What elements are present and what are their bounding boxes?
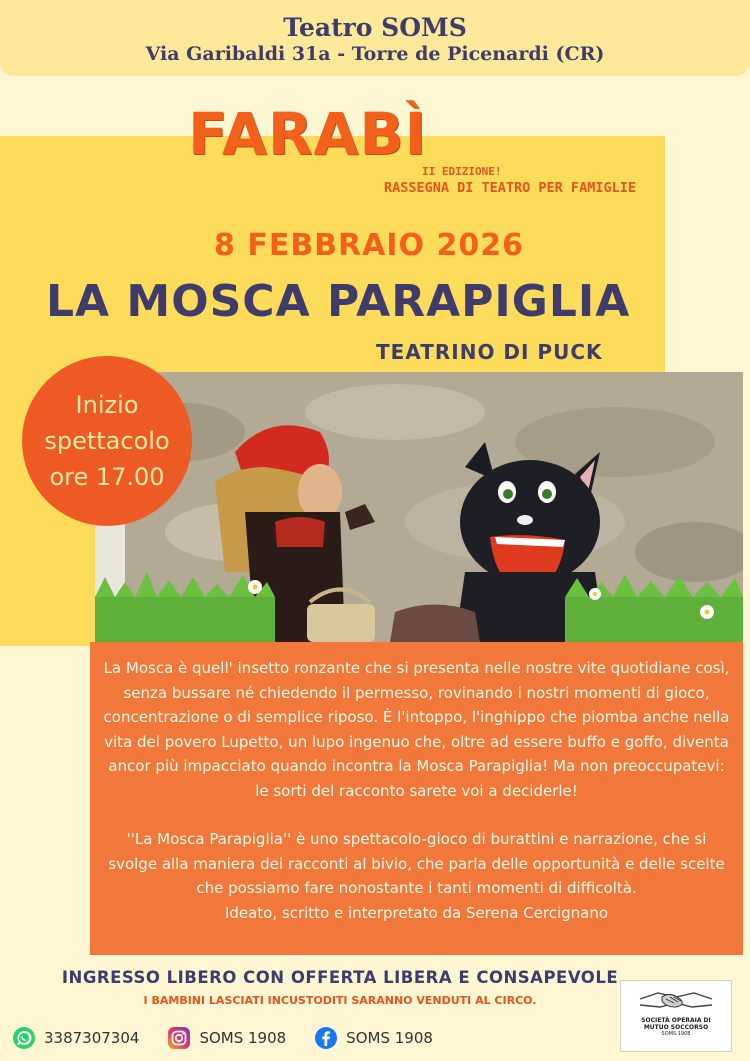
description-paragraph-1: La Mosca è quell' insetto ronzante che si presenta nelle nostre vite quotidiane così, senza bussare né chiedendo il permesso, rovinando i nostri momenti di gioco, concentrazione o di semplice riposo. È l'intoppo, l'inghippo che piomba anche nella vita del povero Lupetto, un lupo ingenuo che, oltre ad essere buffo e goffo, diventa ancor più impacciato quando incontra la Mosca Parapiglia! Ma non preoccupatevi: le sorti del racconto sarete voi a deciderle! — [103, 659, 730, 800]
festival-title: FARABÌ — [188, 100, 428, 168]
handshake-icon — [636, 985, 716, 1017]
event-date: 8 FEBBRAIO 2026 — [214, 228, 524, 263]
venue-header — [0, 0, 750, 76]
credits: Ideato, scritto e interpretato da Serena Cercignano — [224, 903, 609, 922]
venue-name: Teatro SOMS — [283, 13, 467, 42]
company-name: TEATRINO DI PUCK — [376, 340, 603, 364]
contact-facebook[interactable] — [314, 1026, 433, 1050]
contact-whatsapp-label: 3387307304 — [44, 1029, 140, 1047]
description-paragraph-2: ''La Mosca Parapiglia'' è uno spettacolo-gioco di burattini e narrazione, che si svolge alla maniera dei racconti al bivio, che parla delle opportunità e delle scelte che possiamo fare nonostante i tanti momenti di difficoltà. — [108, 830, 725, 897]
contact-instagram-label: SOMS 1908 — [199, 1029, 287, 1047]
puppet-show-photo — [95, 372, 743, 642]
contacts-bar — [12, 1026, 461, 1050]
start-badge-line3: ore 17.00 — [49, 463, 165, 491]
logo-line3: SOMS 1908 — [661, 1031, 691, 1037]
entry-warning: I BAMBINI LASCIATI INCUSTODITI SARANNO VENDUTI AL CIRCO. — [143, 994, 537, 1007]
start-time-badge — [22, 356, 192, 526]
soms-logo — [620, 980, 732, 1052]
whatsapp-icon — [12, 1026, 36, 1050]
entry-info: INGRESSO LIBERO CON OFFERTA LIBERA E CONSAPEVOLE — [61, 968, 619, 987]
logo-line2: MUTUO SOCCORSO — [643, 1024, 709, 1031]
puppet-photo-illustration — [95, 372, 743, 642]
start-badge-line1: Inizio — [75, 391, 139, 419]
description-box — [90, 642, 743, 955]
instagram-icon — [167, 1026, 191, 1050]
contact-instagram[interactable] — [167, 1026, 286, 1050]
logo-line1: SOCIETÀ OPERAIA DI — [641, 1017, 711, 1024]
contact-facebook-label: SOMS 1908 — [346, 1029, 433, 1047]
edition-label: II EDIZIONE! — [422, 165, 502, 178]
venue-address: Via Garibaldi 31a - Torre de Picenardi (CR) — [145, 43, 605, 65]
facebook-icon — [314, 1026, 338, 1050]
start-badge-line2: spettacolo — [44, 427, 170, 455]
show-title: LA MOSCA PARAPIGLIA — [46, 276, 631, 327]
contact-whatsapp[interactable] — [12, 1026, 139, 1050]
festival-subtitle: RASSEGNA DI TEATRO PER FAMIGLIE — [384, 180, 636, 196]
